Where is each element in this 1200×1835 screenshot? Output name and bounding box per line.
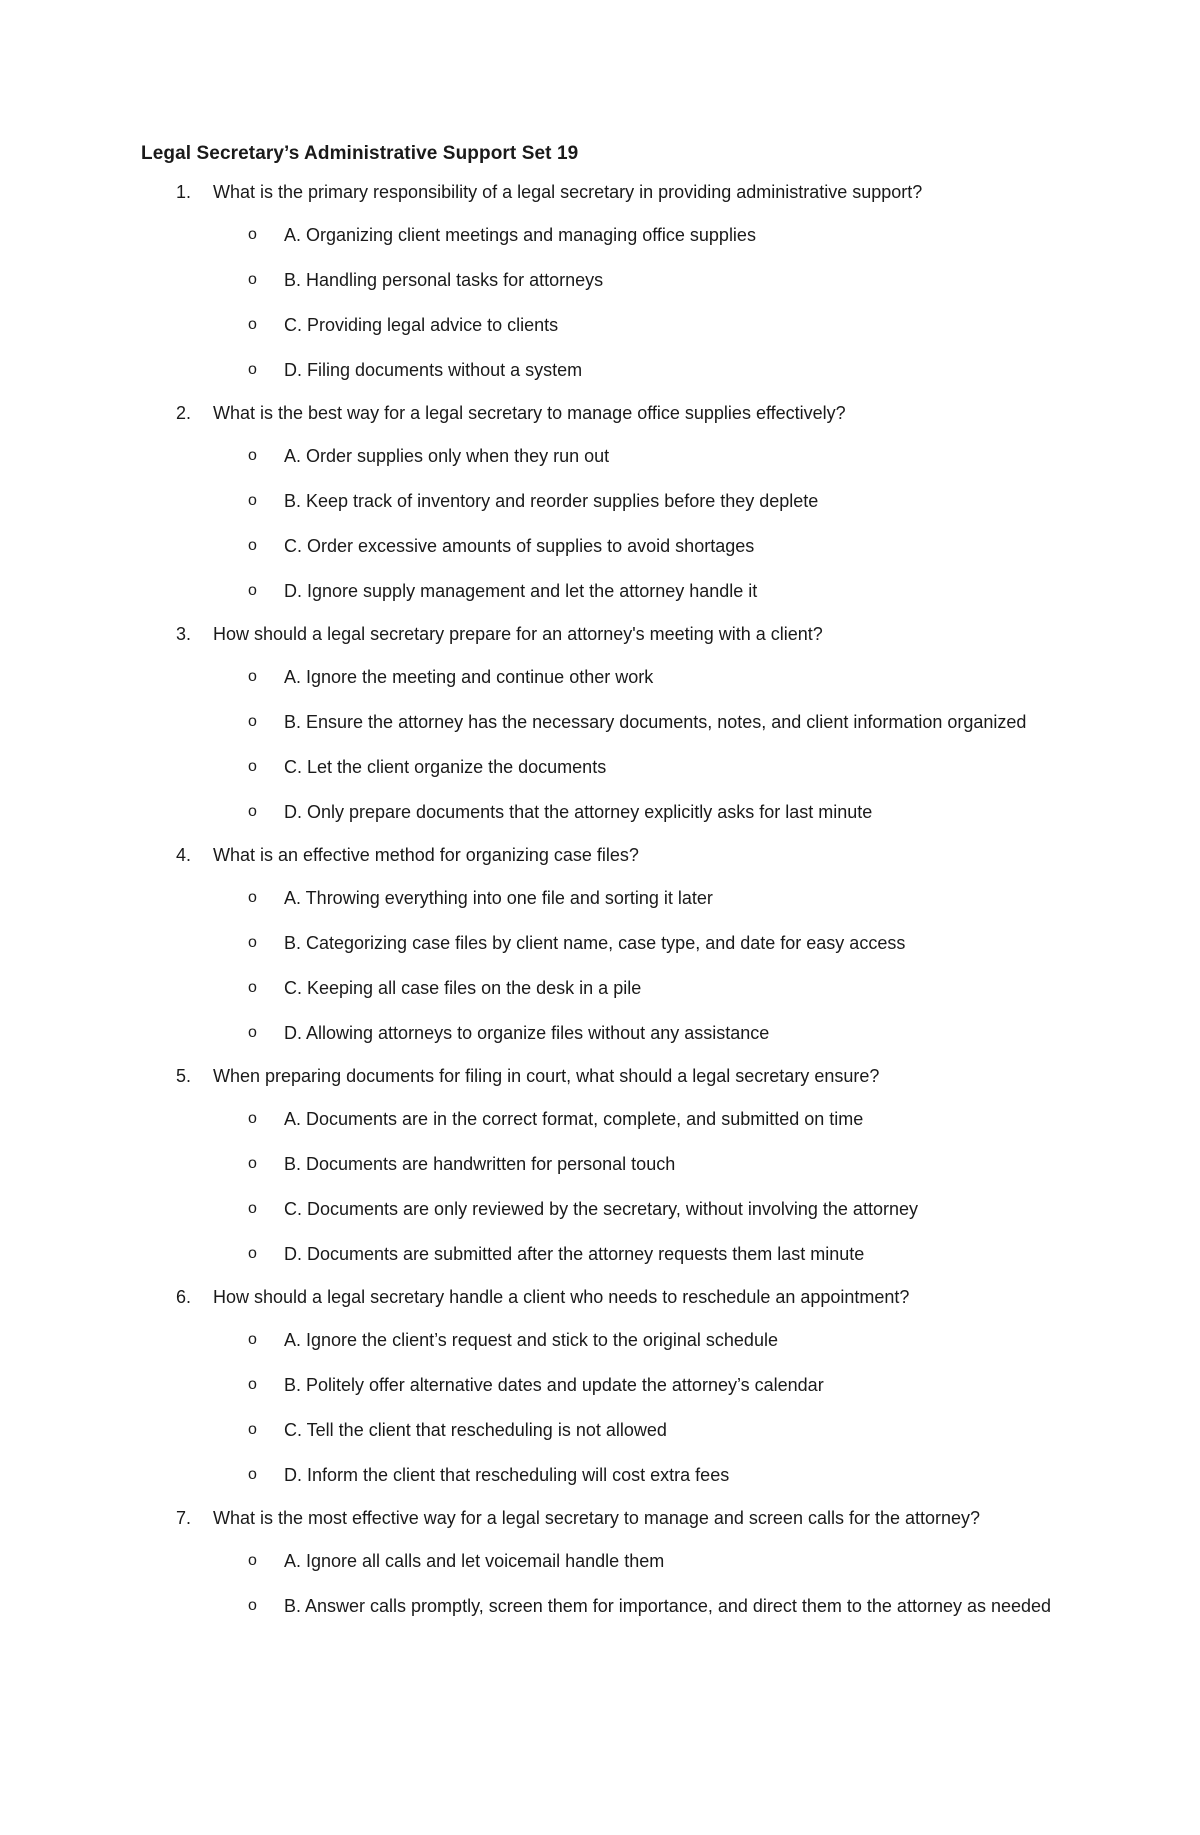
answer-option xyxy=(141,311,1061,339)
answer-option-text: A. Documents are in the correct format, complete, and submitted on time xyxy=(284,1109,864,1129)
circle-bullet-icon: o xyxy=(248,1466,257,1483)
question-number: 2. xyxy=(176,403,192,423)
answer-options xyxy=(141,1326,1061,1489)
answer-option-text: D. Documents are submitted after the attorney requests them last minute xyxy=(284,1244,865,1264)
answer-option-text: D. Filing documents without a system xyxy=(284,360,583,380)
answer-option xyxy=(141,663,1061,691)
circle-bullet-icon: o xyxy=(248,361,257,378)
answer-option-text: C. Tell the client that rescheduling is not allowed xyxy=(284,1420,667,1440)
question-text xyxy=(141,1064,1061,1088)
question-number: 6. xyxy=(176,1287,192,1307)
answer-option-text: B. Politely offer alternative dates and update the attorney’s calendar xyxy=(284,1375,824,1395)
circle-bullet-icon: o xyxy=(248,492,257,509)
circle-bullet-icon: o xyxy=(248,537,257,554)
question-text xyxy=(141,843,1061,867)
answer-option xyxy=(141,487,1061,515)
answer-option xyxy=(141,266,1061,294)
answer-option-text: A. Order supplies only when they run out xyxy=(284,446,610,466)
answer-option-text: C. Order excessive amounts of supplies to avoid shortages xyxy=(284,536,755,556)
answer-option xyxy=(141,1326,1061,1354)
answer-option-text: C. Let the client organize the documents xyxy=(284,757,607,777)
circle-bullet-icon: o xyxy=(248,316,257,333)
answer-option xyxy=(141,356,1061,384)
question-label: What is the primary responsibility of a legal secretary in providing administrative support? xyxy=(213,182,923,202)
answer-option-text: A. Organizing client meetings and managing office supplies xyxy=(284,225,756,245)
answer-option xyxy=(141,798,1061,826)
circle-bullet-icon: o xyxy=(248,226,257,243)
answer-options xyxy=(141,221,1061,384)
answer-option xyxy=(141,532,1061,560)
question-label: How should a legal secretary handle a client who needs to reschedule an appointment? xyxy=(213,1287,910,1307)
question-label: What is an effective method for organizing case files? xyxy=(213,845,639,865)
answer-option xyxy=(141,1240,1061,1268)
circle-bullet-icon: o xyxy=(248,979,257,996)
answer-option-text: C. Providing legal advice to clients xyxy=(284,315,559,335)
circle-bullet-icon: o xyxy=(248,1376,257,1393)
answer-option xyxy=(141,974,1061,1002)
question-block xyxy=(141,401,1061,605)
circle-bullet-icon: o xyxy=(248,447,257,464)
answer-option-text: D. Ignore supply management and let the attorney handle it xyxy=(284,581,758,601)
circle-bullet-icon: o xyxy=(248,582,257,599)
answer-option xyxy=(141,1150,1061,1178)
answer-option-text: D. Inform the client that rescheduling will cost extra fees xyxy=(284,1465,730,1485)
circle-bullet-icon: o xyxy=(248,1331,257,1348)
circle-bullet-icon: o xyxy=(248,1597,257,1614)
answer-option xyxy=(141,442,1061,470)
circle-bullet-icon: o xyxy=(248,1421,257,1438)
document-title: Legal Secretary’s Administrative Support Set 19 xyxy=(141,143,579,164)
question-block xyxy=(141,843,1061,1047)
question-text xyxy=(141,1506,1061,1530)
circle-bullet-icon: o xyxy=(248,713,257,730)
answer-option xyxy=(141,1592,1061,1620)
answer-option xyxy=(141,1371,1061,1399)
question-text xyxy=(141,622,1061,646)
circle-bullet-icon: o xyxy=(248,1024,257,1041)
question-number: 3. xyxy=(176,624,192,644)
answer-option xyxy=(141,1416,1061,1444)
answer-option-text: B. Handling personal tasks for attorneys xyxy=(284,270,604,290)
answer-options xyxy=(141,884,1061,1047)
answer-option-text: D. Only prepare documents that the attorney explicitly asks for last minute xyxy=(284,802,873,822)
question-label: When preparing documents for filing in court, what should a legal secretary ensure? xyxy=(213,1066,880,1086)
question-block xyxy=(141,622,1061,826)
answer-option-text: B. Categorizing case files by client name, case type, and date for easy access xyxy=(284,933,906,953)
answer-options xyxy=(141,1105,1061,1268)
document-content xyxy=(141,142,1061,1620)
answer-option-text: B. Documents are handwritten for personal touch xyxy=(284,1154,676,1174)
answer-option xyxy=(141,884,1061,912)
answer-option xyxy=(141,221,1061,249)
answer-option xyxy=(141,708,1061,736)
question-number: 7. xyxy=(176,1508,192,1528)
circle-bullet-icon: o xyxy=(248,271,257,288)
answer-option-text: C. Documents are only reviewed by the secretary, without involving the attorney xyxy=(284,1199,918,1219)
circle-bullet-icon: o xyxy=(248,1245,257,1262)
question-label: What is the most effective way for a legal secretary to manage and screen calls for the attorney? xyxy=(213,1508,981,1528)
question-block xyxy=(141,180,1061,384)
question-text xyxy=(141,1285,1061,1309)
answer-option-text: D. Allowing attorneys to organize files without any assistance xyxy=(284,1023,770,1043)
question-text xyxy=(141,401,1061,425)
answer-options xyxy=(141,442,1061,605)
question-number: 5. xyxy=(176,1066,192,1086)
answer-options xyxy=(141,663,1061,826)
circle-bullet-icon: o xyxy=(248,758,257,775)
answer-option xyxy=(141,1105,1061,1133)
answer-option-text: A. Ignore all calls and let voicemail handle them xyxy=(284,1551,665,1571)
answer-option-text: A. Throwing everything into one file and sorting it later xyxy=(284,888,713,908)
answer-option xyxy=(141,1461,1061,1489)
question-number: 4. xyxy=(176,845,192,865)
circle-bullet-icon: o xyxy=(248,668,257,685)
answer-options xyxy=(141,1547,1061,1620)
answer-option xyxy=(141,929,1061,957)
answer-option xyxy=(141,1019,1061,1047)
question-number: 1. xyxy=(176,182,192,202)
question-label: How should a legal secretary prepare for an attorney's meeting with a client? xyxy=(213,624,823,644)
circle-bullet-icon: o xyxy=(248,1552,257,1569)
circle-bullet-icon: o xyxy=(248,934,257,951)
question-block xyxy=(141,1506,1061,1620)
answer-option-text: A. Ignore the meeting and continue other work xyxy=(284,667,654,687)
answer-option xyxy=(141,1195,1061,1223)
answer-option xyxy=(141,577,1061,605)
answer-option-text: C. Keeping all case files on the desk in a pile xyxy=(284,978,642,998)
answer-option-text: B. Answer calls promptly, screen them for importance, and direct them to the attorney as needed xyxy=(284,1596,1052,1616)
answer-option xyxy=(141,1547,1061,1575)
answer-option xyxy=(141,753,1061,781)
question-list xyxy=(141,180,1061,1620)
question-block xyxy=(141,1064,1061,1268)
circle-bullet-icon: o xyxy=(248,803,257,820)
question-label: What is the best way for a legal secretary to manage office supplies effectively? xyxy=(213,403,846,423)
circle-bullet-icon: o xyxy=(248,1155,257,1172)
circle-bullet-icon: o xyxy=(248,889,257,906)
question-block xyxy=(141,1285,1061,1489)
question-text xyxy=(141,180,1061,204)
circle-bullet-icon: o xyxy=(248,1110,257,1127)
answer-option-text: A. Ignore the client’s request and stick to the original schedule xyxy=(284,1330,778,1350)
circle-bullet-icon: o xyxy=(248,1200,257,1217)
answer-option-text: B. Keep track of inventory and reorder supplies before they deplete xyxy=(284,491,819,511)
answer-option-text: B. Ensure the attorney has the necessary documents, notes, and client information organized xyxy=(284,712,1027,732)
